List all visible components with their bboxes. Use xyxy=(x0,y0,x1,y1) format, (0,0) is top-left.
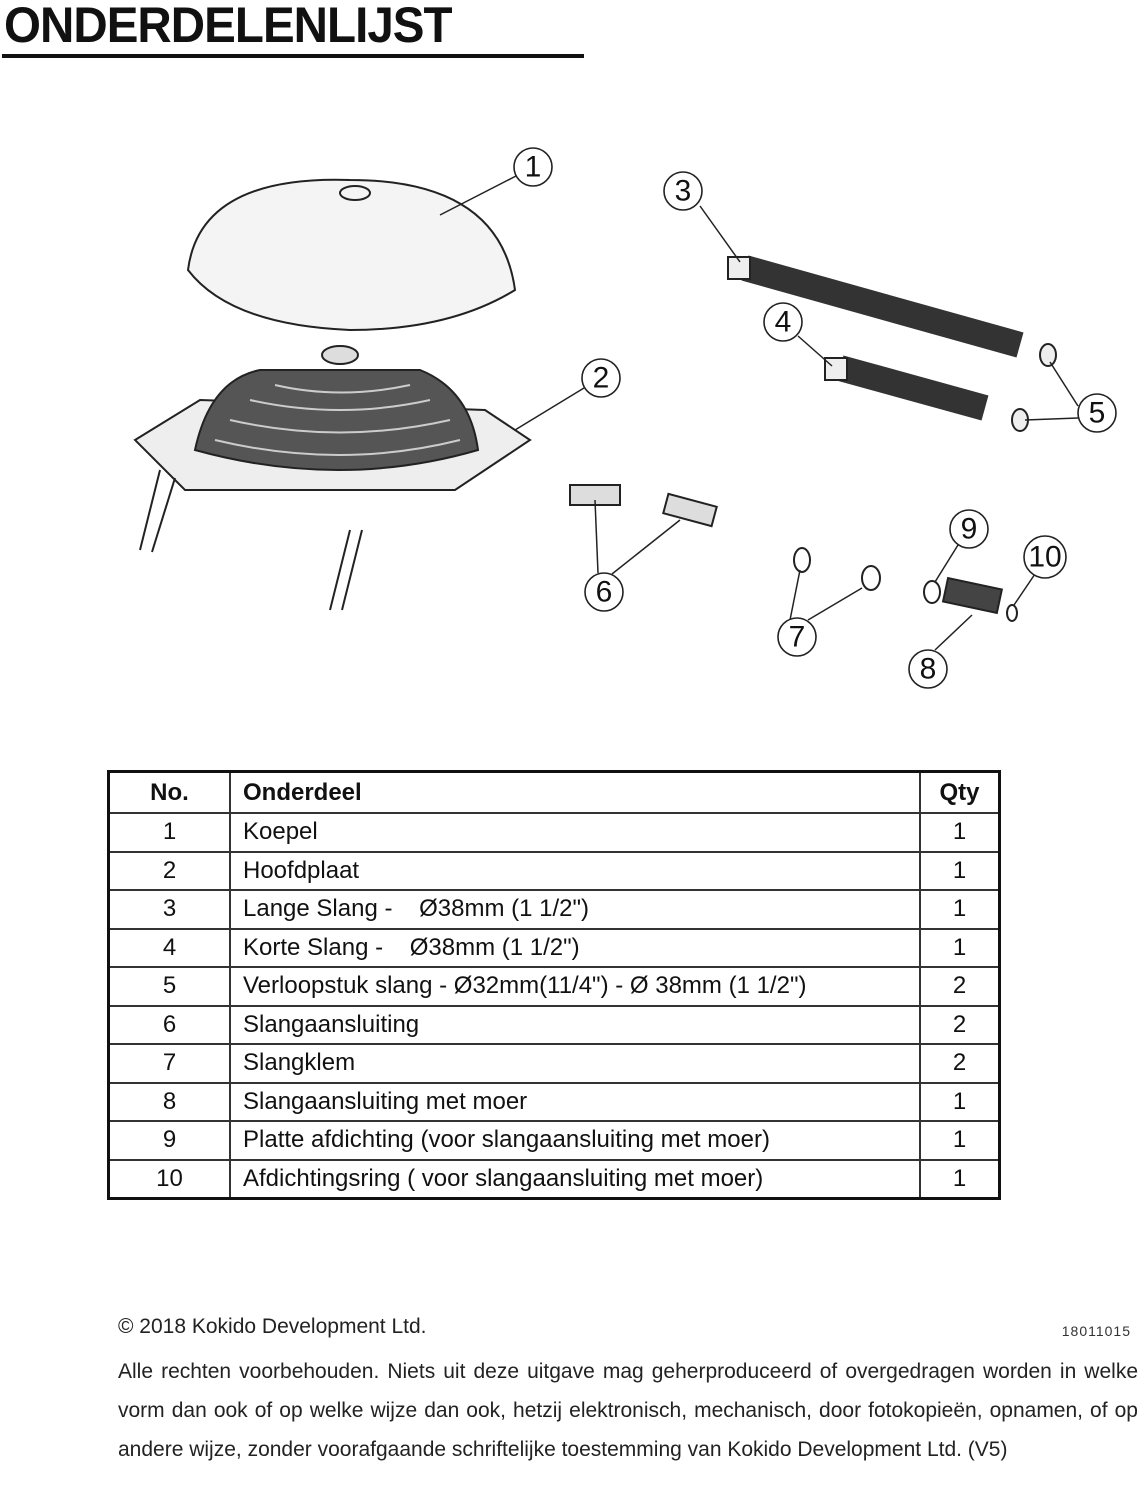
svg-text:4: 4 xyxy=(774,305,792,339)
cell-no: 2 xyxy=(109,852,231,891)
svg-text:7: 7 xyxy=(788,620,806,654)
table-row xyxy=(109,852,1000,891)
cell-no: 8 xyxy=(109,1083,231,1122)
table-row xyxy=(109,1160,1000,1199)
svg-text:9: 9 xyxy=(960,512,978,546)
svg-text:3: 3 xyxy=(674,174,692,208)
svg-text:1: 1 xyxy=(524,150,542,184)
table-row xyxy=(109,1083,1000,1122)
table-row xyxy=(109,1006,1000,1045)
header-qty: Qty xyxy=(920,772,1000,814)
cell-part: Korte Slang - Ø38mm (1 1/2") xyxy=(230,929,920,968)
cell-qty: 1 xyxy=(920,852,1000,891)
cell-no: 7 xyxy=(109,1044,231,1083)
callout-4 xyxy=(764,303,802,341)
cell-qty: 1 xyxy=(920,890,1000,929)
callout-5 xyxy=(1078,394,1116,432)
cell-qty: 1 xyxy=(920,813,1000,852)
base-plate-illustration xyxy=(135,346,530,610)
page-title: ONDERDELENLIJST xyxy=(4,0,452,53)
callout-6 xyxy=(585,573,623,611)
cell-qty: 2 xyxy=(920,1044,1000,1083)
cell-no: 5 xyxy=(109,967,231,1006)
nut-connector-illustration xyxy=(924,578,1017,621)
callout-10 xyxy=(1024,536,1066,578)
svg-text:10: 10 xyxy=(1028,540,1062,574)
callout-1 xyxy=(514,148,552,186)
table-row xyxy=(109,929,1000,968)
cell-part: Slangaansluiting xyxy=(230,1006,920,1045)
cell-part: Slangklem xyxy=(230,1044,920,1083)
document-code: 18011015 xyxy=(1061,1323,1131,1339)
cell-qty: 1 xyxy=(920,1121,1000,1160)
table-row xyxy=(109,967,1000,1006)
parts-diagram xyxy=(0,90,1141,710)
cell-qty: 1 xyxy=(920,1083,1000,1122)
cell-no: 6 xyxy=(109,1006,231,1045)
parts-table xyxy=(107,770,1001,1200)
short-hose-illustration xyxy=(825,358,1028,431)
header-part: Onderdeel xyxy=(230,772,920,814)
svg-text:6: 6 xyxy=(595,575,613,609)
cell-no: 4 xyxy=(109,929,231,968)
cell-part: Lange Slang - Ø38mm (1 1/2") xyxy=(230,890,920,929)
table-row xyxy=(109,890,1000,929)
title-underline xyxy=(2,54,584,58)
callout-7 xyxy=(778,618,816,656)
cell-part: Verloopstuk slang - Ø32mm(11/4") - Ø 38mm (1 1/2") xyxy=(230,967,920,1006)
cell-part: Koepel xyxy=(230,813,920,852)
svg-text:8: 8 xyxy=(919,652,937,686)
cell-no: 1 xyxy=(109,813,231,852)
cell-part: Platte afdichting (voor slangaansluiting met moer) xyxy=(230,1121,920,1160)
table-row xyxy=(109,1121,1000,1160)
hose-clamps-illustration xyxy=(794,548,880,590)
svg-text:2: 2 xyxy=(592,361,610,395)
cell-part: Afdichtingsring ( voor slangaansluiting met moer) xyxy=(230,1160,920,1199)
table-row xyxy=(109,813,1000,852)
svg-text:5: 5 xyxy=(1088,396,1106,430)
cell-qty: 2 xyxy=(920,1006,1000,1045)
hose-connectors-illustration xyxy=(570,485,717,526)
cell-no: 9 xyxy=(109,1121,231,1160)
cell-no: 10 xyxy=(109,1160,231,1199)
table-header-row xyxy=(109,772,1000,814)
cell-part: Hoofdplaat xyxy=(230,852,920,891)
cell-no: 3 xyxy=(109,890,231,929)
callout-2 xyxy=(582,359,620,397)
rights-notice: Alle rechten voorbehouden. Niets uit deze uitgave mag geherproduceerd of overgedragen worden in welke vorm dan ook of op welke wijze dan ook, hetzij elektronisch, mechanisch, door fotokopieën, opnamen, of op andere wijze, zonder voorafgaande schriftelijke toestemming van Kokido Development Ltd. (V5) xyxy=(118,1360,1138,1461)
callout-9 xyxy=(950,510,988,548)
callout-3 xyxy=(664,172,702,210)
cell-qty: 2 xyxy=(920,967,1000,1006)
table-row xyxy=(109,1044,1000,1083)
cell-qty: 1 xyxy=(920,1160,1000,1199)
callout-8 xyxy=(909,650,947,688)
header-no: No. xyxy=(109,772,231,814)
cell-qty: 1 xyxy=(920,929,1000,968)
copyright: © 2018 Kokido Development Ltd. xyxy=(118,1315,427,1338)
cell-part: Slangaansluiting met moer xyxy=(230,1083,920,1122)
